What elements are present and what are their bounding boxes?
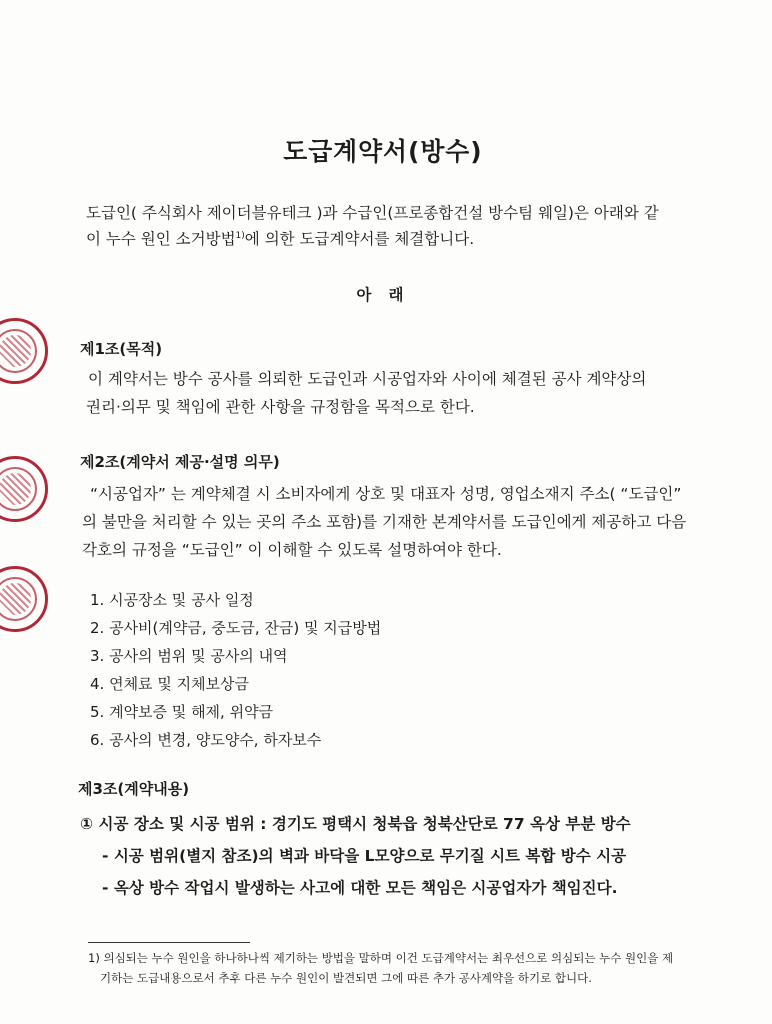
article-2-line-2: 의 불만을 처리할 수 있는 곳의 주소 포함)를 기재한 본계약서를 도급인에게 제공하고 다음 bbox=[82, 513, 687, 531]
footnote-line-1: 1) 의심되는 누수 원인을 하나하나씩 제기하는 방법을 말하며 이건 도급계약서는 최우선으로 의심되는 누수 원인을 제 bbox=[88, 951, 674, 965]
list-item: 1. 시공장소 및 공사 일정 bbox=[90, 591, 254, 609]
article-1-heading: 제1조(목적) bbox=[80, 340, 163, 358]
article-3-heading: 제3조(계약내용) bbox=[78, 780, 190, 798]
list-item: 5. 계약보증 및 해제, 위약금 bbox=[90, 703, 274, 721]
intro-line-1: 도급인( 주식회사 제이더블유테크 )과 수급인(프로종합건설 방수팀 웨일)은 아래와 같 bbox=[86, 204, 659, 222]
article-2-heading: 제2조(계약서 제공·설명 의무) bbox=[80, 453, 280, 471]
seal-icon bbox=[0, 566, 48, 632]
article-3-line-3: - 옥상 방수 작업시 발생하는 사고에 대한 모든 책임은 시공업자가 책임진다. bbox=[102, 879, 618, 897]
article-2-line-1: “시공업자” 는 계약체결 시 소비자에게 상호 및 대표자 성명, 영업소재지 주소( “도급인” bbox=[90, 485, 682, 503]
seal-icon bbox=[0, 318, 48, 384]
page-title: 도급계약서(방수) bbox=[283, 137, 483, 166]
article-3-line-1: ① 시공 장소 및 시공 범위 : 경기도 평택시 청북읍 청북산단로 77 옥상 부분 방수 bbox=[80, 815, 631, 833]
list-item: 6. 공사의 변경, 양도양수, 하자보수 bbox=[90, 731, 322, 749]
list-item: 3. 공사의 범위 및 공사의 내역 bbox=[90, 647, 288, 665]
list-item: 4. 연체료 및 지체보상금 bbox=[90, 675, 250, 693]
seal-icon bbox=[0, 456, 48, 522]
article-1-line-2: 권리·의무 및 책임에 관한 사항을 규정함을 목적으로 한다. bbox=[86, 398, 475, 416]
article-3-line-2: - 시공 범위(별지 참조)의 벽과 바닥을 L모양으로 무기질 시트 복합 방수 시공 bbox=[102, 847, 627, 865]
footnote-line-2: 기하는 도급내용으로서 추후 다른 누수 원인이 발견되면 그에 따른 추가 공사계약을 하기로 합니다. bbox=[100, 971, 592, 985]
intro-line-2-pre: 이 누수 원인 소거방법 bbox=[86, 230, 236, 249]
footnote-divider bbox=[88, 942, 250, 943]
article-1-line-1: 이 계약서는 방수 공사를 의뢰한 도급인과 시공업자와 사이에 체결된 공사 계약상의 bbox=[88, 370, 647, 388]
intro-line-2-post: 에 의한 도급계약서를 체결합니다. bbox=[244, 230, 475, 249]
article-2-line-3: 각호의 규정을 “도급인” 이 이해할 수 있도록 설명하여야 한다. bbox=[82, 541, 502, 559]
list-item: 2. 공사비(계약금, 중도금, 잔금) 및 지급방법 bbox=[90, 619, 382, 637]
footnote-ref: 1) bbox=[235, 231, 245, 241]
intro-line-2 bbox=[86, 232, 474, 248]
below-heading: 아 래 bbox=[356, 286, 410, 304]
